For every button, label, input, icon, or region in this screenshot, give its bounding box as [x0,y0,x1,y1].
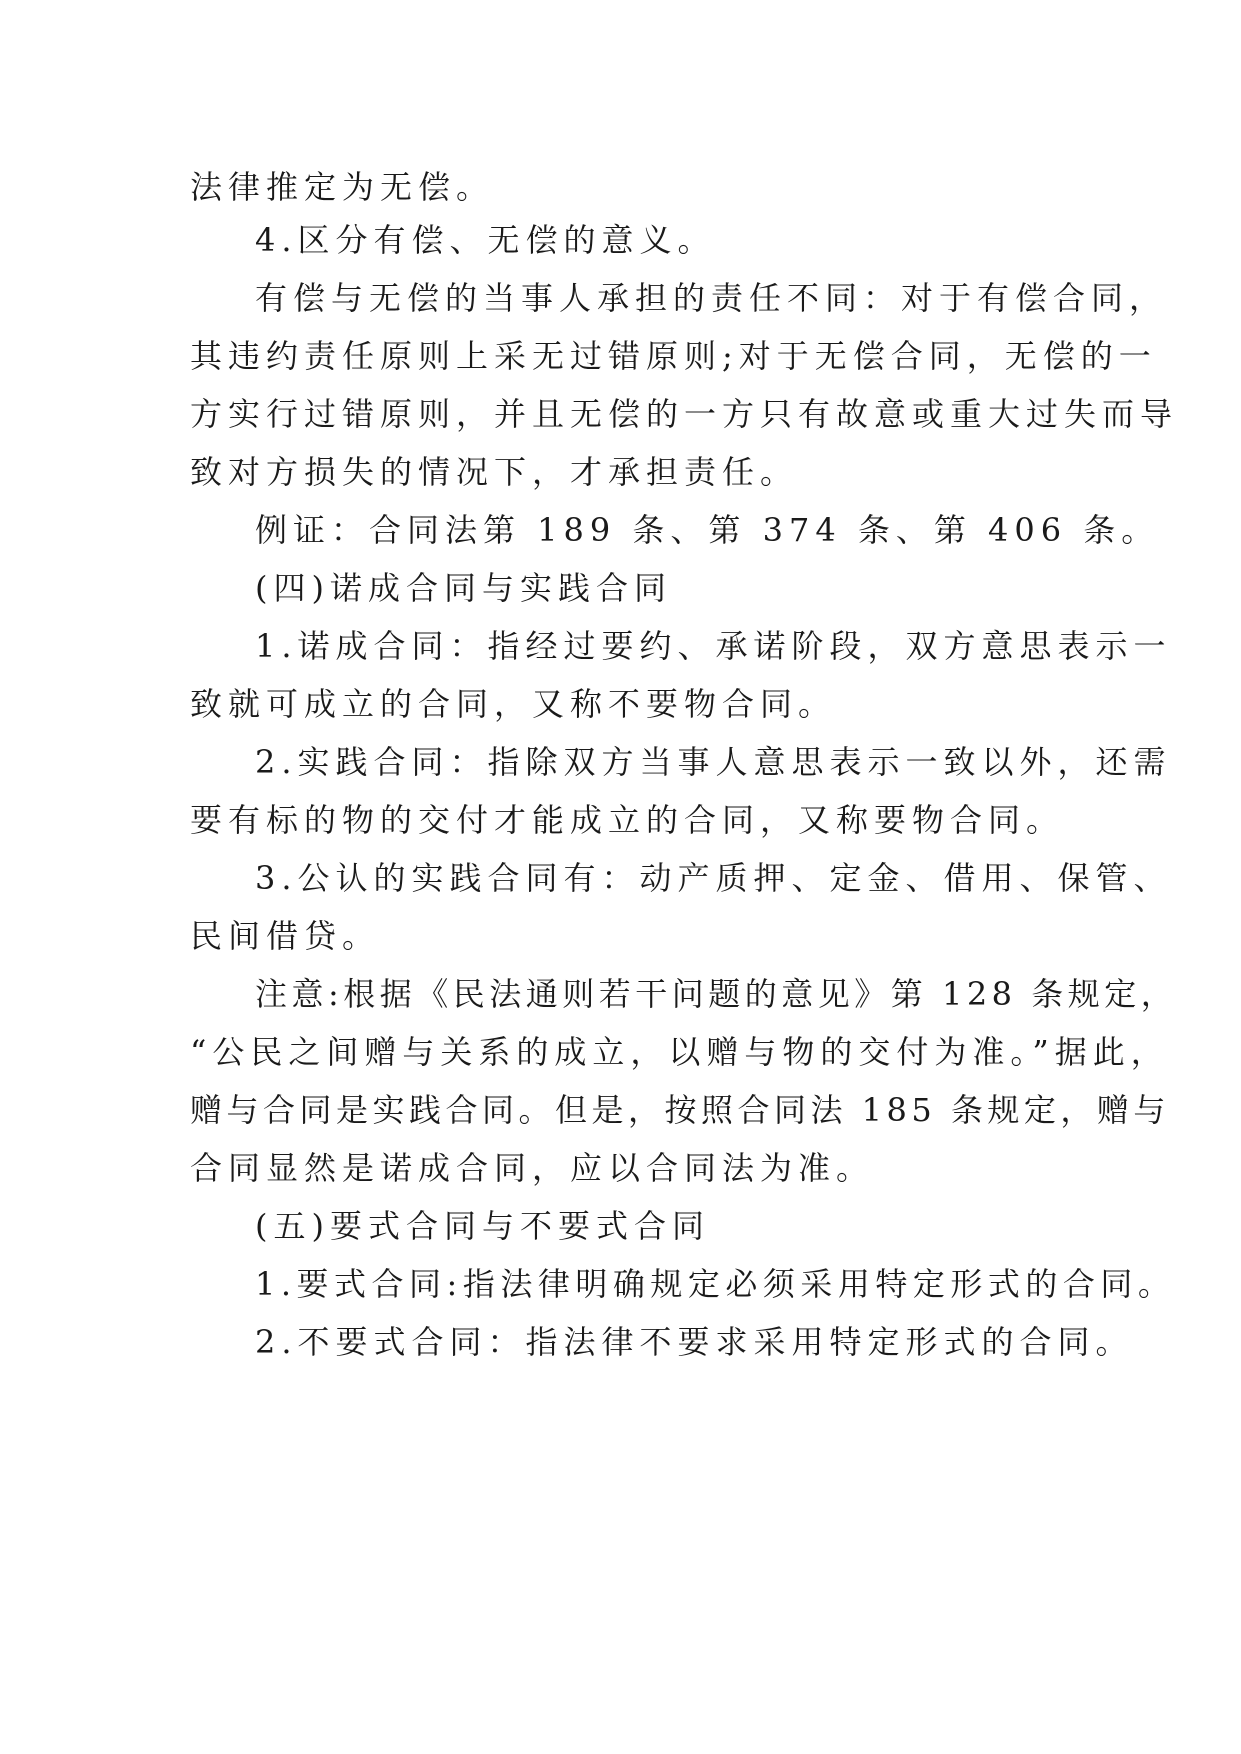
text-line: 致就可成立的合同，又称不要物合同。 [190,685,837,723]
text-line: 1.诺成合同：指经过要约、承诺阶段，双方意思表示一 [255,627,1172,665]
text-line: 法律推定为无偿。 [190,168,495,206]
text-line: 赠与合同是实践合同。但是，按照合同法 185 条规定，赠与 [190,1091,1170,1129]
text-line: 合同显然是诺成合同，应以合同法为准。 [190,1149,875,1187]
section-heading: (四)诺成合同与实践合同 [255,569,672,607]
text-line: 民间借贷。 [190,917,381,955]
text-line: 方实行过错原则，并且无偿的一方只有故意或重大过失而导 [190,395,1179,433]
text-line: 2.实践合同：指除双方当事人意思表示一致以外，还需 [255,743,1172,781]
text-line: 2.不要式合同：指法律不要求采用特定形式的合同。 [255,1323,1134,1361]
text-line: 致对方损失的情况下，才承担责任。 [190,453,799,491]
text-line: 有偿与无偿的当事人承担的责任不同：对于有偿合同， [255,279,1168,317]
text-line: 3.公认的实践合同有：动产质押、定金、借用、保管、 [255,859,1172,897]
text-line: 其违约责任原则上采无过错原则;对于无偿合同，无偿的一 [190,337,1157,375]
text-line: “公民之间赠与关系的成立，以赠与物的交付为准。”据此， [190,1033,1169,1071]
text-line: 1.要式合同:指法律明确规定必须采用特定形式的合同。 [255,1265,1176,1303]
text-line: 4.区分有偿、无偿的意义。 [255,221,716,259]
text-line: 注意:根据《民法通则若干问题的意见》第 128 条规定， [255,975,1178,1013]
text-line: 要有标的物的交付才能成立的合同，又称要物合同。 [190,801,1065,839]
section-heading: (五)要式合同与不要式合同 [255,1207,710,1245]
text-line: 例证：合同法第 189 条、第 374 条、第 406 条。 [255,511,1160,549]
